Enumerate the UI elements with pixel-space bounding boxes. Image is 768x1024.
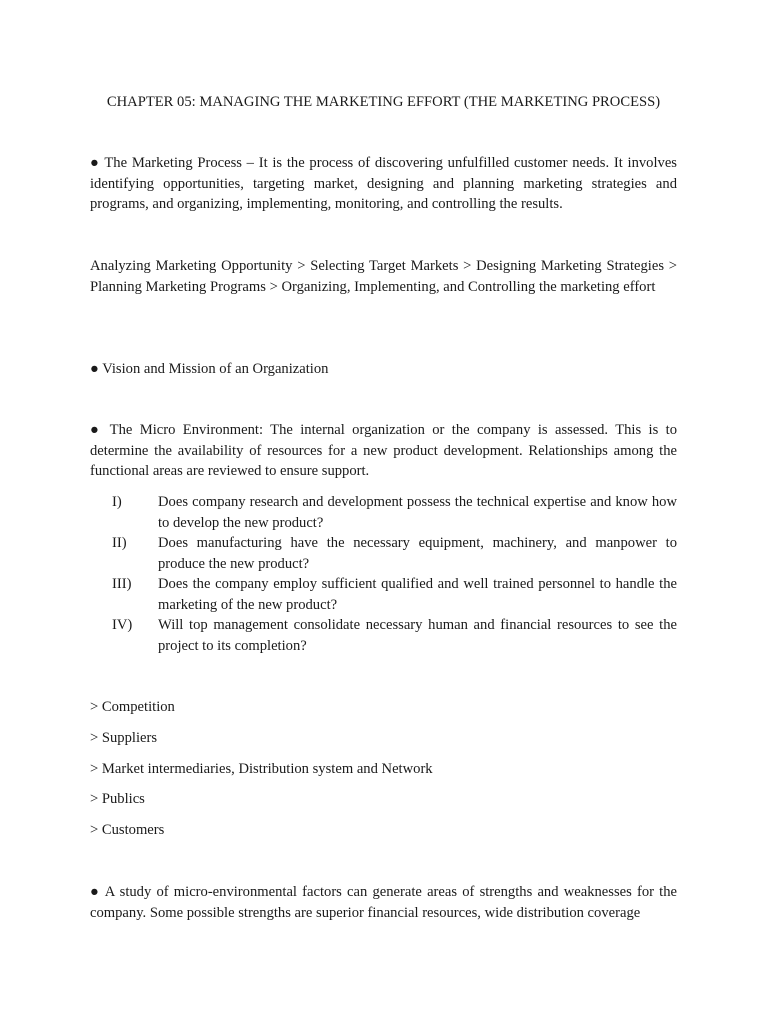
factor-publics: > Publics — [90, 791, 145, 807]
marketing-process-paragraph: ● The Marketing Process – It is the process of discovering unfulfilled customer needs. It involves identifying opportunities, targeting market, designing and planning marketing strategies and programs, and organizing, implementing, monitoring, and controlling the results. — [90, 155, 677, 212]
list-item-number: II) — [112, 535, 127, 551]
micro-study-paragraph: ● A study of micro-environmental factors can generate areas of strengths and weaknesses for the company. Some possible strengths are superior financial resources, wide distribution coverage — [90, 884, 677, 921]
factor-intermediaries: > Market intermediaries, Distribution system and Network — [90, 761, 433, 777]
list-item — [112, 574, 677, 615]
micro-environment-paragraph: ● The Micro Environment: The internal organization or the company is assessed. This is to determine the availability of resources for a new product development. Relationships among the functional areas are reviewed to ensure support. — [90, 422, 677, 479]
list-item — [112, 492, 677, 533]
factor-competition: > Competition — [90, 699, 175, 715]
question-list — [112, 492, 677, 656]
list-item — [112, 533, 677, 574]
list-item-number: I) — [112, 494, 122, 510]
list-item-text: Does manufacturing have the necessary equipment, machinery, and manpower to produce the new product? — [158, 535, 677, 572]
list-item-text: Does company research and development possess the technical expertise and know how to develop the new product? — [158, 494, 677, 531]
process-steps-paragraph: Analyzing Marketing Opportunity > Selecting Target Markets > Designing Marketing Strategies > Planning Marketing Programs > Organizing, Implementing, and Controlling the marketing effort — [90, 258, 677, 295]
list-item-number: III) — [112, 576, 132, 592]
factor-customers: > Customers — [90, 822, 165, 838]
list-item — [112, 615, 677, 656]
list-item-text: Does the company employ sufficient qualified and well trained personnel to handle the marketing of the new product? — [158, 576, 677, 613]
list-item-number: IV) — [112, 617, 133, 633]
chapter-title: CHAPTER 05: MANAGING THE MARKETING EFFORT (THE MARKETING PROCESS) — [106, 94, 661, 110]
factor-suppliers: > Suppliers — [90, 730, 158, 746]
list-item-text: Will top management consolidate necessary human and financial resources to see the project to its completion? — [158, 617, 677, 654]
vision-mission-paragraph: ● Vision and Mission of an Organization — [90, 361, 329, 377]
document-page — [90, 0, 677, 1024]
